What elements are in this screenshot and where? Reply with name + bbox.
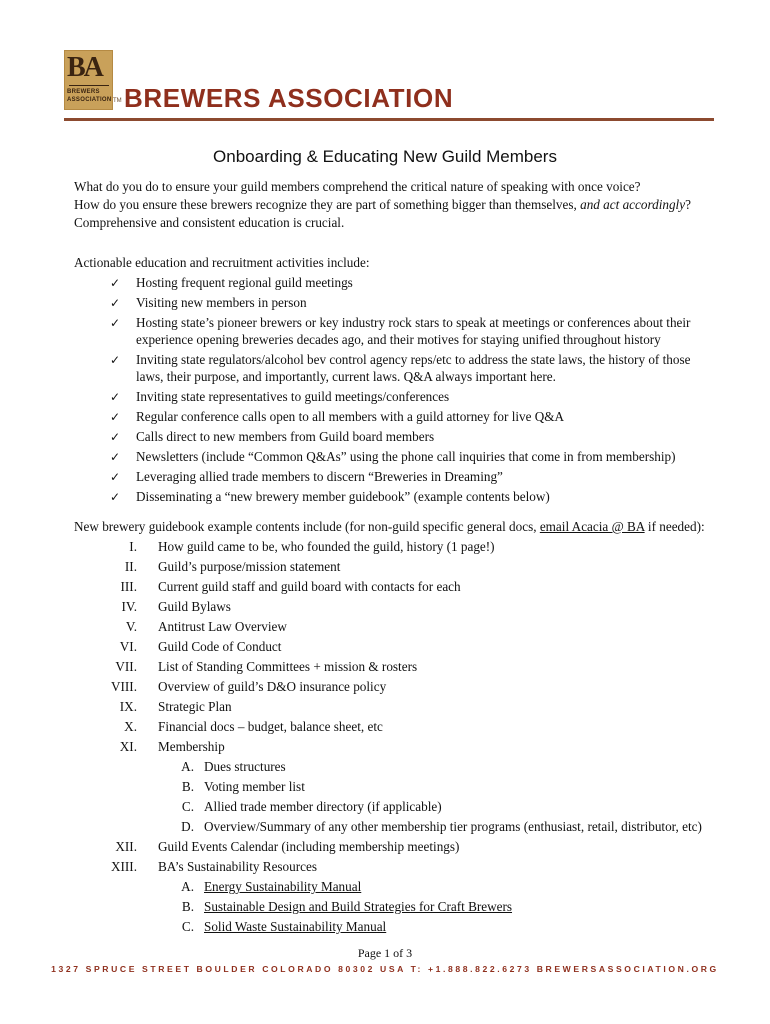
activity-item-line: Calls direct to new members from Guild board members (136, 429, 435, 444)
outline-item-text: Guild Events Calendar (including membership meetings) (158, 839, 460, 854)
outline-item-text: Guild Bylaws (158, 599, 231, 614)
page-number: Page 1 of 3 (357, 946, 413, 960)
outline-number: C. (181, 799, 194, 814)
outline-number: XIII. (111, 859, 137, 874)
check-mark-icon: ✓ (110, 470, 121, 484)
outline-item-text: Membership (158, 739, 225, 754)
header-rule (64, 118, 714, 121)
outline-number: C. (181, 919, 194, 934)
intro-line-2-italic: and act accordingly (580, 197, 686, 212)
intro-line-1: What do you do to ensure your guild members comprehend the critical nature of speaking with once voice? (74, 179, 641, 194)
outline-number: A. (181, 759, 194, 774)
activity-item-line: Inviting state regulators/alcohol bev control agency reps/etc to address the state laws, the history of those (136, 352, 691, 367)
outline-number: VIII. (111, 679, 137, 694)
check-mark-icon: ✓ (110, 450, 121, 464)
footer-address: 1327 SPRUCE STREET BOULDER COLORADO 80302 USA T: +1.888.822.6273 BREWERSASSOCIATION.ORG (51, 964, 719, 974)
outline-item-text: List of Standing Committees + mission & rosters (158, 659, 418, 674)
outline-number: D. (181, 819, 194, 834)
activity-item-line: Visiting new members in person (136, 295, 307, 310)
outline-item-text: Overview of guild’s D&O insurance policy (158, 679, 387, 694)
brewers-association-logo (64, 50, 113, 110)
outline-item-text: Strategic Plan (158, 699, 232, 714)
activity-item-line: Disseminating a “new brewery member guidebook” (example contents below) (136, 489, 550, 504)
guidebook-heading-start: New brewery guidebook example contents include (for non-guild specific general docs, (74, 519, 537, 534)
check-mark-icon: ✓ (110, 410, 121, 424)
logo-line-brewers: BREWERS (67, 89, 100, 95)
outline-number: III. (120, 579, 137, 594)
trademark-mark: TM (113, 98, 122, 104)
logo-rule (69, 85, 109, 86)
outline-item-text: Guild Code of Conduct (158, 639, 282, 654)
intro-line-3: Comprehensive and consistent education is crucial. (74, 215, 345, 230)
document-title: Onboarding & Educating New Guild Members (213, 147, 557, 166)
activity-item-line: Newsletters (include “Common Q&As” using the phone call inquiries that come in from membership) (136, 449, 676, 464)
activity-item-line: laws, their purpose, and importantly, current laws. Q&A always important here. (136, 369, 556, 384)
outline-item-text: BA’s Sustainability Resources (158, 859, 317, 874)
outline-item-text: Voting member list (204, 779, 305, 794)
outline-number: I. (129, 539, 137, 554)
activity-item-line: experience opening breweries decades ago, and their motives for staying unified throughout history (136, 332, 661, 347)
outline-item-text: Financial docs – budget, balance sheet, etc (158, 719, 383, 734)
logo-line-association: ASSOCIATION (67, 97, 112, 103)
outline-number: V. (125, 619, 137, 634)
guidebook-heading (74, 518, 705, 536)
outline-item-text: Antitrust Law Overview (158, 619, 287, 634)
resource-link[interactable]: Solid Waste Sustainability Manual (204, 919, 387, 934)
check-mark-icon: ✓ (110, 430, 121, 444)
outline-number: A. (181, 879, 194, 894)
check-mark-icon: ✓ (110, 276, 121, 290)
outline-number: IX. (119, 699, 137, 714)
intro-line-2 (74, 196, 691, 214)
check-mark-icon: ✓ (110, 296, 121, 310)
activity-item-line: Hosting frequent regional guild meetings (136, 275, 353, 290)
brand-name: BREWERS ASSOCIATION (124, 83, 454, 113)
outline-item-text: Dues structures (204, 759, 286, 774)
activity-item-line: Regular conference calls open to all members with a guild attorney for live Q&A (136, 409, 565, 424)
outline-number: XII. (115, 839, 137, 854)
outline-number: IV. (121, 599, 137, 614)
check-mark-icon: ✓ (110, 353, 121, 367)
activity-item-line: Leveraging allied trade members to discern “Breweries in Dreaming” (136, 469, 503, 484)
check-mark-icon: ✓ (110, 390, 121, 404)
outline-item-text: Allied trade member directory (if applicable) (204, 799, 442, 814)
activity-item-line: Inviting state representatives to guild meetings/conferences (136, 389, 450, 404)
activity-item-line: Hosting state’s pioneer brewers or key industry rock stars to speak at meetings or conferences about their (136, 315, 691, 330)
outline-number: B. (181, 899, 194, 914)
outline-item-text: How guild came to be, who founded the guild, history (1 page!) (158, 539, 495, 554)
outline-number: X. (124, 719, 137, 734)
check-mark-icon: ✓ (110, 490, 121, 504)
resource-link[interactable]: Energy Sustainability Manual (204, 879, 362, 894)
guidebook-heading-end: if needed): (647, 519, 705, 534)
check-mark-icon: ✓ (110, 316, 121, 330)
outline-number: VII. (115, 659, 137, 674)
outline-number: VI. (119, 639, 137, 654)
outline-item-text: Overview/Summary of any other membership tier programs (enthusiast, retail, distributor, etc) (204, 819, 702, 834)
intro-line-2-end: ? (685, 197, 691, 212)
outline-item-text: Guild’s purpose/mission statement (158, 559, 341, 574)
outline-item-text: Current guild staff and guild board with contacts for each (158, 579, 461, 594)
outline-number: II. (124, 559, 137, 574)
outline-number: XI. (119, 739, 137, 754)
resource-link[interactable]: Sustainable Design and Build Strategies for Craft Brewers (204, 899, 513, 914)
email-acacia-link[interactable]: email Acacia @ BA (539, 519, 645, 534)
intro-line-2-start: How do you ensure these brewers recognize they are part of something bigger than themselves, (74, 197, 577, 212)
logo-letters: BA (67, 52, 102, 83)
activities-heading: Actionable education and recruitment activities include: (74, 255, 370, 270)
outline-number: B. (181, 779, 194, 794)
